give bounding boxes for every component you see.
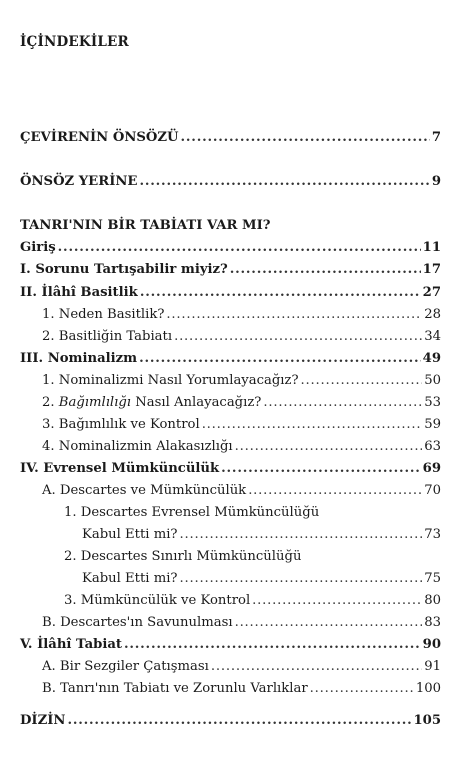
toc-entry-4-b[interactable]	[42, 614, 441, 632]
toc-label: I. Sorunu Tartışabilir miyiz?	[20, 262, 228, 277]
toc-label: 3. Mümküncülük ve Kontrol	[64, 593, 251, 608]
dot-leader	[235, 614, 423, 632]
toc-label: III. Nominalizm	[20, 351, 138, 366]
toc-entry-4-a-1[interactable]	[64, 504, 441, 522]
toc-entry-chapter-1[interactable]	[20, 261, 441, 279]
dot-leader	[248, 482, 422, 500]
toc-page-number: 7	[431, 130, 441, 145]
toc-label: Kabul Etti mi?	[82, 527, 178, 542]
toc-page-number: 9	[431, 174, 441, 189]
toc-page-number: 73	[424, 527, 441, 542]
toc-label: 2. Descartes Sınırlı Mümküncülüğü	[64, 549, 302, 564]
toc-label: Giriş	[20, 240, 56, 255]
dot-leader	[180, 570, 423, 588]
toc-label: IV. Evrensel Mümküncülük	[20, 461, 220, 476]
dot-leader	[180, 526, 423, 544]
toc-entry-4-a-3[interactable]	[64, 592, 441, 610]
dot-leader	[221, 460, 421, 478]
toc-entry-3-1[interactable]	[42, 372, 441, 390]
dot-leader	[235, 438, 423, 456]
toc-entry-onsoz-yerine[interactable]	[20, 173, 441, 191]
page-title: İÇİNDEKİLER	[20, 34, 129, 50]
toc-entry-cevirenin-onsozu[interactable]	[20, 129, 441, 147]
toc-label: B. Descartes'ın Savunulması	[42, 615, 233, 630]
dot-leader	[310, 680, 414, 698]
toc-entry-2-2[interactable]	[42, 328, 441, 346]
toc-label: 3. Bağımlılık ve Kontrol	[42, 417, 200, 432]
toc-label: A. Bir Sezgiler Çatışması	[42, 659, 209, 674]
toc-label: B. Tanrı'nın Tabiatı ve Zorunlu Varlıklar	[42, 681, 308, 696]
toc-page-number: 11	[422, 240, 441, 255]
toc-label	[42, 394, 261, 412]
toc-entry-4-a-1-cont[interactable]	[82, 526, 441, 544]
dot-leader	[301, 372, 423, 390]
toc-label: 2. Basitliğin Tabiatı	[42, 329, 173, 344]
toc-page-number: 34	[424, 329, 441, 344]
toc-label: 4. Nominalizmin Alakasızlığı	[42, 439, 233, 454]
toc-page-number: 69	[422, 461, 441, 476]
toc-page-number: 105	[413, 713, 441, 728]
toc-entry-3-3[interactable]	[42, 416, 441, 434]
dot-leader	[139, 350, 421, 368]
toc-entry-chapter-3[interactable]	[20, 350, 441, 368]
toc-page-number: 49	[422, 351, 441, 366]
toc-page-number: 75	[424, 571, 441, 586]
dot-leader	[181, 129, 430, 147]
toc-page-number: 28	[424, 307, 441, 322]
dot-leader	[58, 239, 421, 257]
toc-page-number: 17	[422, 262, 441, 277]
dot-leader	[252, 592, 422, 610]
toc-page-number: 53	[424, 395, 441, 410]
toc-page-number: 91	[424, 659, 441, 674]
toc-label: DİZİN	[20, 713, 66, 728]
toc-page-number: 50	[424, 373, 441, 388]
toc-label-italic: Bağımlılığı	[58, 395, 132, 410]
toc-label: II. İlâhî Basitlik	[20, 285, 138, 300]
dot-leader	[211, 658, 422, 676]
toc-entry-4-a-2[interactable]	[64, 548, 441, 566]
toc-label: Kabul Etti mi?	[82, 571, 178, 586]
toc-page-number: 80	[424, 593, 441, 608]
dot-leader	[263, 394, 422, 412]
toc-page-number: 90	[422, 637, 441, 652]
toc-entry-giris[interactable]	[20, 239, 441, 257]
dot-leader	[202, 416, 423, 434]
toc-page-number: 63	[424, 439, 441, 454]
toc-label: 1. Neden Basitlik?	[42, 307, 165, 322]
toc-section-heading: TANRI'NIN BİR TABİATI VAR MI?	[20, 218, 271, 233]
toc-page-number: 27	[422, 285, 441, 300]
toc-entry-3-2[interactable]	[42, 394, 441, 412]
toc-label: A. Descartes ve Mümküncülük	[42, 483, 247, 498]
toc-entry-4-a[interactable]	[42, 482, 441, 500]
toc-label-suffix: Nasıl Anlayacağız?	[131, 395, 262, 410]
toc-label-prefix: 2.	[42, 395, 59, 410]
toc-label: V. İlâhî Tabiat	[20, 637, 122, 652]
dot-leader	[230, 261, 421, 279]
toc-label: 1. Nominalizmi Nasıl Yorumlayacağız?	[42, 373, 299, 388]
toc-entry-dizin[interactable]	[20, 712, 441, 730]
dot-leader	[139, 173, 429, 191]
toc-label: ÖNSÖZ YERİNE	[20, 174, 138, 189]
toc-page-number: 100	[415, 681, 441, 696]
toc-label: ÇEVİRENİN ÖNSÖZÜ	[20, 130, 179, 145]
dot-leader	[140, 284, 421, 302]
toc-entry-2-1[interactable]	[42, 306, 441, 324]
toc-entry-4-a-2-cont[interactable]	[82, 570, 441, 588]
toc-entry-chapter-5[interactable]	[20, 636, 441, 654]
toc-entry-3-4[interactable]	[42, 438, 441, 456]
dot-leader	[166, 306, 422, 324]
toc-entry-chapter-4[interactable]	[20, 460, 441, 478]
toc-page-number: 70	[424, 483, 441, 498]
toc-entry-chapter-2[interactable]	[20, 284, 441, 302]
toc-page-number: 83	[424, 615, 441, 630]
toc-entry-5-a[interactable]	[42, 658, 441, 676]
toc-page-number: 59	[424, 417, 441, 432]
dot-leader	[124, 636, 421, 654]
dot-leader	[174, 328, 422, 346]
toc-entry-5-b[interactable]	[42, 680, 441, 698]
toc-label: 1. Descartes Evrensel Mümküncülüğü	[64, 505, 320, 520]
dot-leader	[67, 712, 411, 730]
